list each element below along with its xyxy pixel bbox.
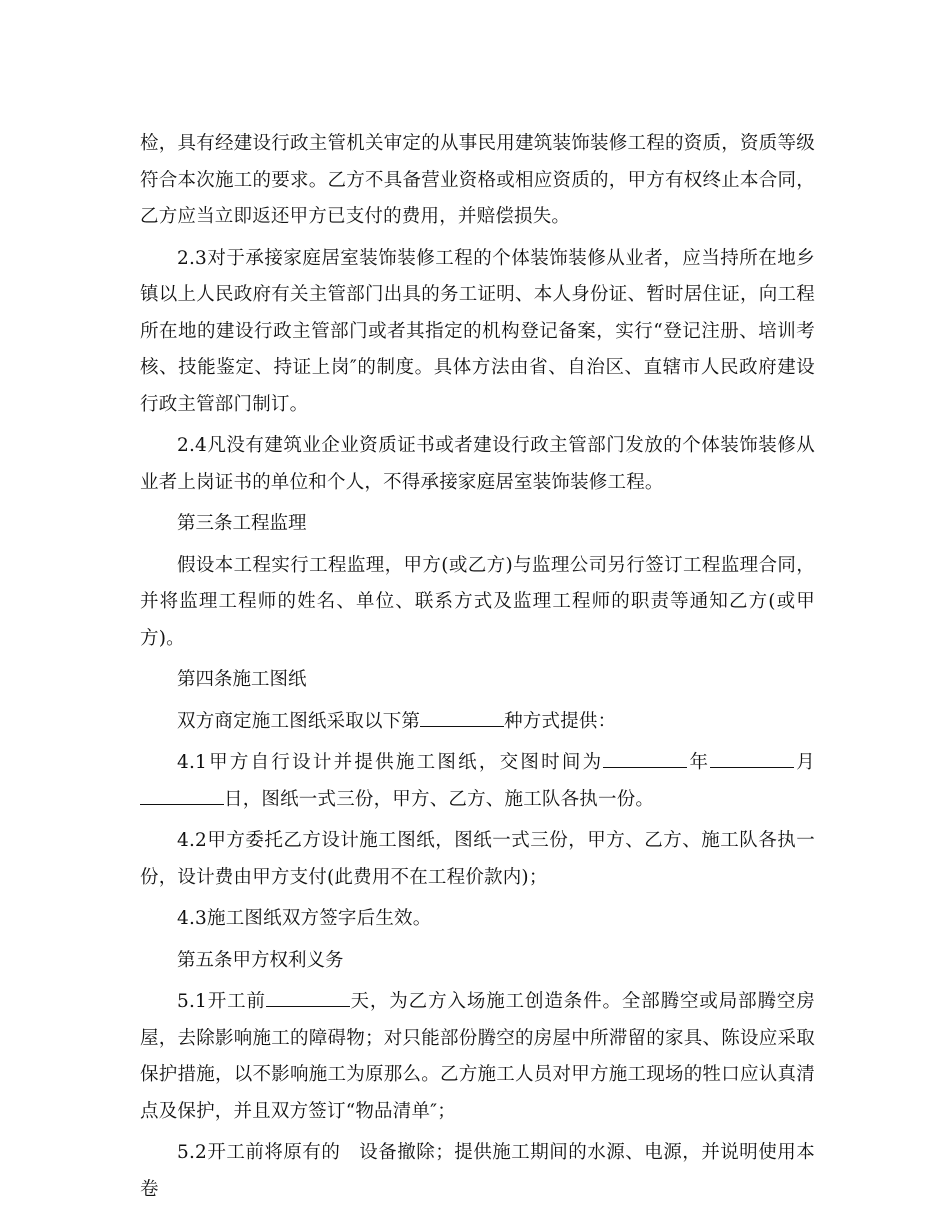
clause-2-4: 2.4凡没有建筑业企业资质证书或者建设行政主管部门发放的个体装饰装修从业者上岗证书的单位和个人，不得承接家庭居室装饰装修工程。: [140, 435, 815, 493]
clause-4-1-text-d: 日，图纸一式三份，甲方、乙方、施工队各执一份。: [224, 788, 655, 810]
method-number-blank[interactable]: [420, 706, 504, 726]
supervision-paragraph: 假设本工程实行工程监理，甲方(或乙方)与监理公司另行签订工程监理合同，并将监理工程师的姓名、单位、联系方式及监理工程师的职责等通知乙方(或甲方)。: [140, 554, 815, 649]
year-blank[interactable]: [603, 748, 687, 768]
clause-4-1: [140, 745, 815, 818]
clause-4-1-text-a: 4.1甲方自行设计并提供施工图纸，交图时间为: [177, 752, 604, 773]
drawing-method-text-b: 种方式提供：: [504, 710, 617, 732]
clause-4-1-year: 年: [687, 752, 711, 773]
clause-4-2: 4.2甲方委托乙方设计施工图纸，图纸一式三份，甲方、乙方、施工队各执一份，设计费由甲方支付(此费用不在工程价款内)；: [140, 830, 815, 888]
clause-4-1-month: 月: [794, 752, 816, 773]
clause-4-3: 4.3施工图纸双方签字后生效。: [177, 908, 432, 929]
day-blank[interactable]: [140, 784, 224, 804]
days-blank[interactable]: [266, 987, 350, 1007]
drawing-method-paragraph: [140, 704, 815, 741]
article-5-heading: 第五条甲方权利义务: [177, 949, 344, 971]
clause-5-1-text-b: 天，为乙方入场施工创造条件。全部腾空或局部腾空房屋，去除影响施工的障碍物；对只能部份腾空的房屋中所滞留的家具、陈设应采取保护措施，以不影响施工为原那么。乙方施工人员对甲方施工现场的牲口应认真清点及保护，并且双方签订“物品清单″；: [140, 991, 816, 1122]
clause-2-3: 2.3对于承接家庭居室装饰装修工程的个体装饰装修从业者，应当持所在地乡镇以上人民政府有关主管部门出具的务工证明、本人身份证、暂时居住证，向工程所在地的建设行政主管部门或者其指定的机构登记备案，实行“登记注册、培训考核、技能鉴定、持证上岗″的制度。具体方法由省、自治区、直辖市人民政府建设行政主管部门制订。: [140, 247, 815, 415]
month-blank[interactable]: [710, 748, 794, 768]
document-page: [140, 126, 815, 1213]
paragraph-qualification: 检，具有经建设行政主管机关审定的从事民用建筑装饰装修工程的资质，资质等级符合本次施工的要求。乙方不具备营业资格或相应资质的，甲方有权终止本合同，乙方应当立即返还甲方已支付的费用，并赔偿损失。: [140, 133, 815, 227]
clause-5-2: 5.2开工前将原有的 设备撤除；提供施工期间的水源、电源，并说明使用本卷: [140, 1142, 815, 1200]
article-3-heading: 第三条工程监理: [177, 513, 307, 534]
article-4-heading: 第四条施工图纸: [177, 669, 307, 690]
clause-5-1: [140, 984, 815, 1130]
drawing-method-text-a: 双方商定施工图纸采取以下第: [177, 710, 421, 732]
clause-5-1-text-a: 5.1开工前: [177, 991, 266, 1012]
